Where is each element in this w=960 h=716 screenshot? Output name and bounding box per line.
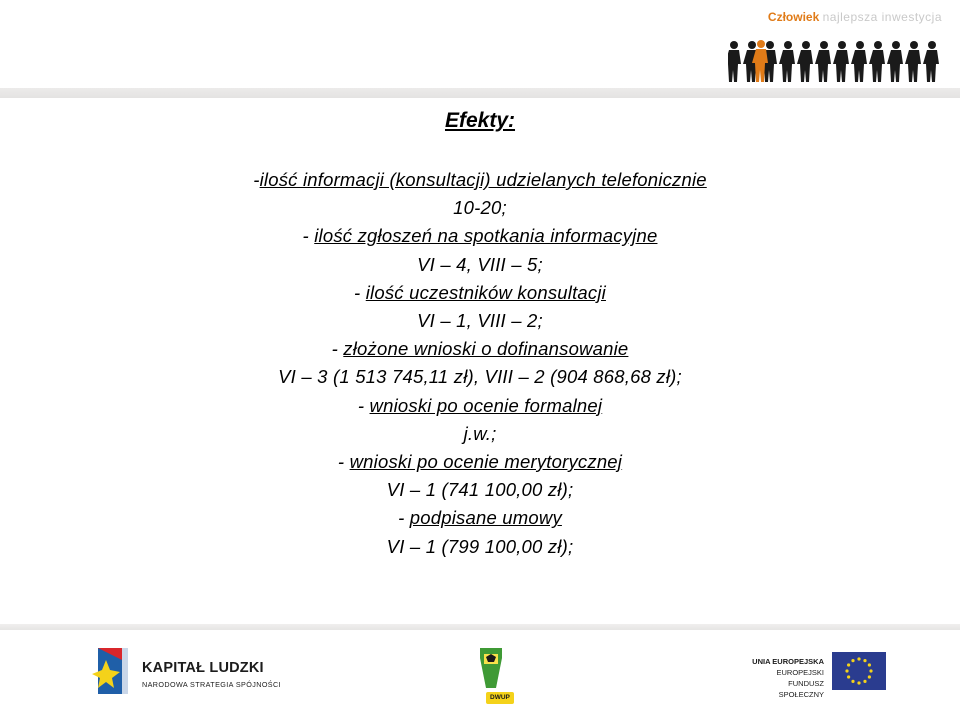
line-prefix: - — [357, 394, 370, 416]
line-value: VI – 3 (1 513 745,11 zł), VIII – 2 (904 868,68 zł); — [278, 366, 682, 388]
eu-star — [857, 681, 860, 684]
line-value: VI – 1 (799 100,00 zł); — [386, 535, 574, 557]
eu-star — [847, 663, 850, 666]
eu-line-europejski: EUROPEJSKI — [776, 668, 824, 677]
effects-line — [0, 251, 960, 279]
line-prefix: - — [398, 507, 410, 529]
line-value: VI – 1, VIII – 2; — [417, 310, 543, 332]
effects-line — [0, 448, 960, 476]
eu-star — [869, 669, 872, 672]
effects-line — [0, 476, 960, 504]
effects-line — [0, 420, 960, 448]
eu-star — [851, 680, 854, 683]
line-value: j.w.; — [463, 422, 497, 444]
eu-star — [847, 675, 850, 678]
eu-star — [851, 659, 854, 662]
dwup-logo — [470, 646, 518, 706]
kl-subtitle: NARODOWA STRATEGIA SPÓJNOŚCI — [142, 680, 281, 689]
effects-line — [0, 222, 960, 250]
line-prefix: - — [337, 451, 350, 473]
eu-flag-icon — [832, 652, 886, 690]
line-prefix: - — [354, 281, 366, 303]
effects-list — [0, 166, 960, 561]
eu-line-fundusz: FUNDUSZ SPOŁECZNY — [778, 679, 824, 699]
header-bar — [0, 0, 960, 100]
eu-line-unia: UNIA EUROPEJSKA — [752, 657, 824, 666]
line-prefix: - — [253, 169, 260, 190]
effects-line — [0, 363, 960, 391]
line-prefix: - — [331, 338, 344, 360]
effects-line — [0, 335, 960, 363]
dwup-label: DWUP — [490, 694, 510, 701]
kl-title: KAPITAŁ LUDZKI — [142, 660, 264, 676]
effects-line — [0, 279, 960, 307]
eu-star — [863, 680, 866, 683]
eu-star — [863, 659, 866, 662]
slide-content — [0, 102, 960, 561]
effects-line — [0, 166, 960, 194]
line-heading: podpisane umowy — [409, 507, 562, 529]
eu-text-block — [746, 656, 824, 700]
line-heading: ilość uczestników konsultacji — [365, 281, 606, 303]
eu-star — [845, 669, 848, 672]
line-value: 10-20; — [453, 197, 507, 219]
eu-efs-logo — [746, 652, 886, 699]
line-heading: wnioski po ocenie merytorycznej — [349, 451, 623, 473]
effects-line — [0, 504, 960, 532]
header-divider — [0, 88, 960, 98]
effects-line — [0, 194, 960, 222]
brand-word-inwestycja: najlepsza inwestycja — [822, 10, 942, 24]
eu-star — [868, 675, 871, 678]
people-silhouettes-logo — [728, 40, 946, 82]
eu-star — [868, 663, 871, 666]
line-value: VI – 1 (741 100,00 zł); — [386, 479, 574, 501]
line-heading: ilość zgłoszeń na spotkania informacyjne — [314, 225, 658, 247]
footer-divider — [0, 624, 960, 630]
kapital-ludzki-emblem-icon — [92, 642, 136, 700]
slide-title: Efekty: — [444, 109, 516, 132]
brand-slogan — [768, 10, 942, 24]
effects-line — [0, 533, 960, 561]
effects-line — [0, 392, 960, 420]
effects-line — [0, 307, 960, 335]
line-heading: ilość informacji (konsultacji) udzielanych telefonicznie — [259, 169, 707, 190]
line-heading: wnioski po ocenie formalnej — [369, 394, 603, 416]
brand-word-czlowiek: Człowiek — [767, 10, 820, 24]
line-prefix: - — [302, 225, 315, 247]
line-heading: złożone wnioski o dofinansowanie — [343, 338, 629, 360]
eu-star — [857, 657, 860, 660]
line-value: VI – 4, VIII – 5; — [417, 253, 543, 275]
kapital-ludzki-logo — [92, 642, 292, 702]
